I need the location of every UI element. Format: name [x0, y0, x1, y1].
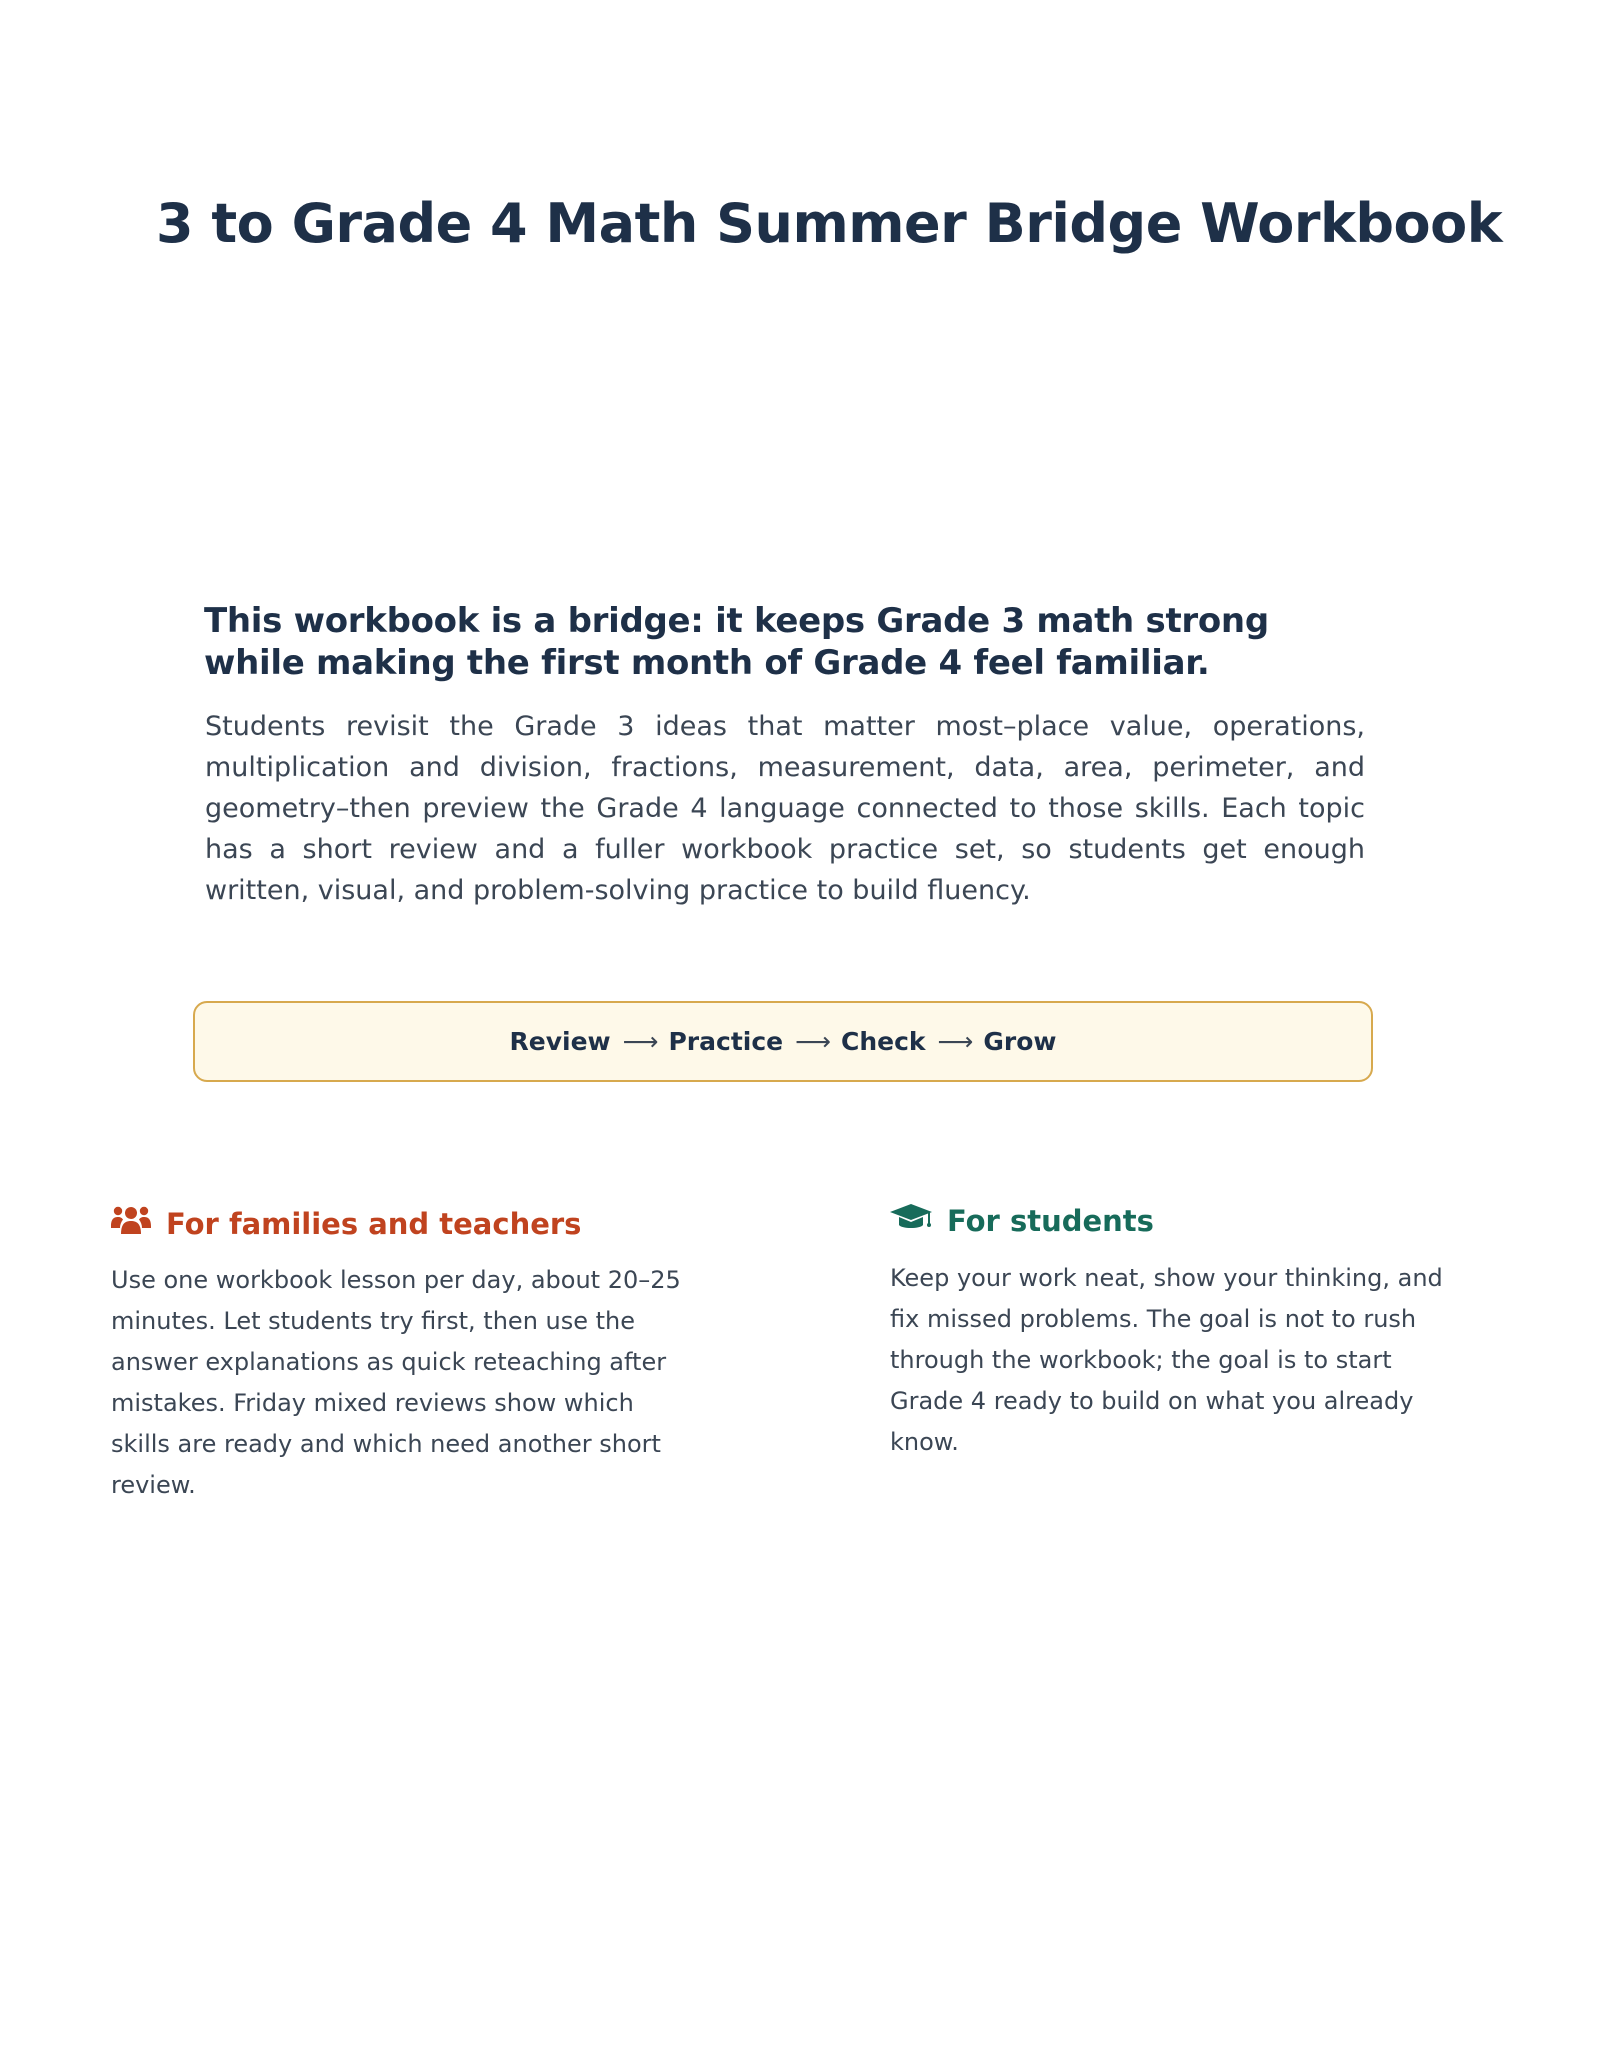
people-group-icon — [110, 1204, 152, 1243]
flow-step-grow: Grow — [983, 1027, 1057, 1056]
students-section-body: Keep your work neat, show your thinking, and fix missed problems. The goal is not to rush through the workbook; the goal is to start Grade 4 ready to build on what you already know. — [890, 1264, 1443, 1456]
page-title: 3 to Grade 4 Math Summer Bridge Workbook — [156, 192, 1503, 255]
intro-heading: This workbook is a bridge: it keeps Grade 3 math strong while making the first month of Grade 4 feel familiar. — [204, 601, 1269, 683]
process-flow-box — [193, 1001, 1373, 1082]
flow-step-practice: Practice — [668, 1027, 784, 1056]
students-heading-label: For students — [947, 1203, 1154, 1238]
students-section-heading — [889, 1202, 1154, 1239]
flow-arrow: ⟶ — [937, 1027, 972, 1056]
flow-step-review: Review — [509, 1027, 611, 1056]
flow-arrow: ⟶ — [622, 1027, 657, 1056]
families-section-body: Use one workbook lesson per day, about 20–25 minutes. Let students try first, then use the answer explanations as quick reteaching after mistakes. Friday mixed reviews show which skills are ready and which need another short review. — [111, 1266, 681, 1499]
intro-paragraph: Students revisit the Grade 3 ideas that matter most–place value, operations, multiplication and division, fractions, measurement, data, area, perimeter, and geometry–then preview the Grade 4 language connected to those skills. Each topic has a short review and a fuller workbook practice set, so students get enough written, visual, and problem-solving practice to build fluency. — [205, 711, 1365, 906]
families-heading-label: For families and teachers — [166, 1206, 582, 1241]
families-section-heading — [110, 1204, 581, 1243]
graduation-cap-icon — [889, 1202, 933, 1239]
flow-step-check: Check — [840, 1027, 926, 1056]
flow-arrow: ⟶ — [795, 1027, 829, 1056]
